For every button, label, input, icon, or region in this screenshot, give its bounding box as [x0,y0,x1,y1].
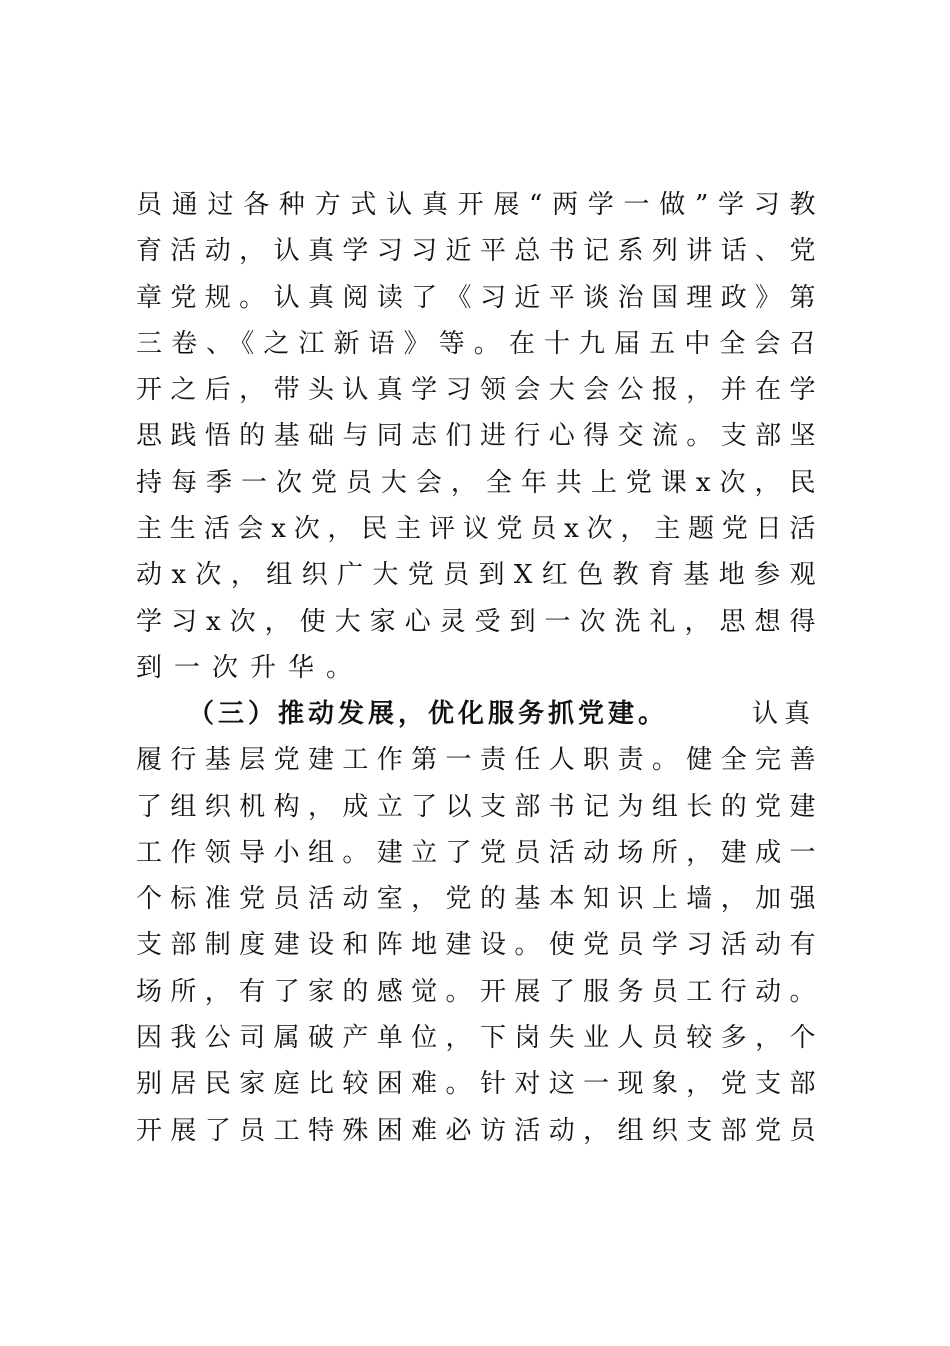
text-line: 别居民家庭比较困难。针对这一现象，党支部 [136,1069,816,1100]
paragraph-section-three [136,691,816,1154]
section-heading-tail: 认真 [751,699,816,729]
text-line: 开展了员工特殊困难必访活动，组织支部党员 [136,1115,816,1146]
text-line: 思践悟的基础与同志们进行心得交流。支部坚 [136,421,816,452]
text-line: 场所，有了家的感觉。开展了服务员工行动。 [136,976,816,1007]
section-heading-line [136,691,816,737]
text-line: 工作领导小组。建立了党员活动场所，建成一 [136,837,816,868]
text-line: 支部制度建设和阵地建设。使党员学习活动有 [136,930,816,961]
text-line: 履行基层党建工作第一责任人职责。健全完善 [136,745,816,776]
text-line: 主生活会x次，民主评议党员x次，主题党日活 [136,514,816,545]
text-line: 因我公司属破产单位，下岗失业人员较多，个 [136,1023,816,1054]
text-line: 学习x次，使大家心灵受到一次洗礼，思想得 [136,606,816,637]
text-line: 动x次，组织广大党员到X红色教育基地参观 [136,560,816,591]
text-line: 持每季一次党员大会，全年共上党课x次，民 [136,467,816,498]
section-heading: （三）推动发展，优化服务抓党建。 [188,699,669,729]
text-line: 个标准党员活动室，党的基本知识上墙，加强 [136,884,816,915]
paragraph-study-activities [136,182,816,691]
text-line: 了组织机构，成立了以支部书记为组长的党建 [136,791,816,822]
text-line: 章党规。认真阅读了《习近平谈治国理政》第 [136,282,816,313]
text-line: 三卷、《之江新语》等。在十九届五中全会召 [136,328,816,359]
text-line: 员通过各种方式认真开展“两学一做”学习教 [136,190,816,220]
text-line: 到一次升华。 [136,652,365,683]
text-line: 开之后，带头认真学习领会大会公报，并在学 [136,375,816,406]
text-line: 育活动，认真学习习近平总书记系列讲话、党 [136,236,816,267]
